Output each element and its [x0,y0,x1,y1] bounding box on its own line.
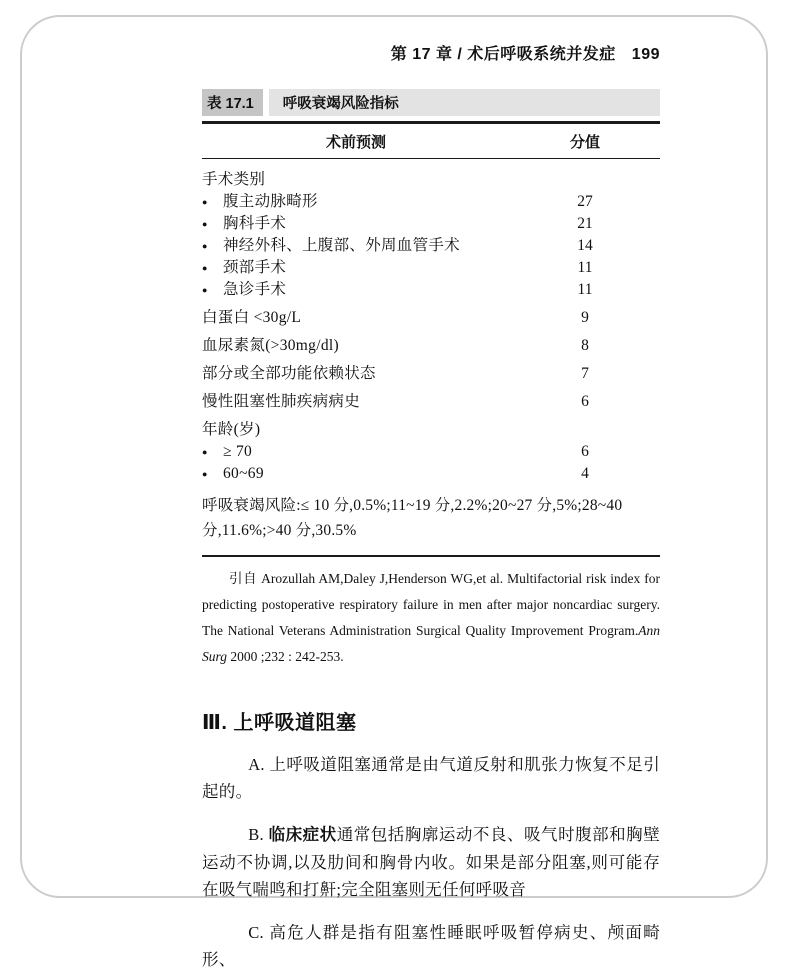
bullet-icon: ● [202,241,208,251]
section-heading: Ⅲ. 上呼吸道阻塞 [202,712,357,734]
table-row [202,307,660,329]
row-label: 胸科手术 [223,215,287,232]
bullet-icon: ● [202,197,208,207]
row-value: 4 [581,465,589,482]
bullet-icon: ● [202,447,208,457]
row-label: 腹主动脉畸形 [223,193,318,210]
table-risk-note: 呼吸衰竭风险:≤ 10 分,0.5%;11~19 分,2.2%;20~27 分,5%;28~40 分,11.6%;>40 分,30.5% [202,497,623,539]
paragraph-b-term: 临床症状 [268,826,337,844]
row-label: ≥ 70 [223,443,253,460]
column-header-predictor: 术前预测 [325,133,386,151]
row-label: 急诊手术 [223,281,287,298]
paragraph-b-prefix: B. [248,825,269,844]
table-row [202,363,660,385]
page-content [202,45,660,973]
risk-table [202,89,660,557]
table-row [202,235,660,257]
table-header-row [202,124,660,158]
citation-text: 引自 Arozullah AM,Daley J,Henderson WG,et al. Multifactorial risk index for predicting postoperative respiratory failure in men after major noncardiac surgery. The National Veterans Administration Surgical Quality Improvement Program. [202,571,660,638]
row-value: 6 [581,393,589,410]
table-row [202,169,660,191]
table-row [202,419,660,441]
table-bottom-rule [202,555,660,557]
table-row [202,463,660,485]
row-label: 慢性阻塞性肺疾病病史 [202,393,361,410]
row-label: 60~69 [223,465,264,482]
chapter-title: 第 17 章 / 术后呼吸系统并发症 [390,46,616,63]
table-row [202,279,660,301]
column-header-score: 分值 [569,133,600,151]
paragraph-b [202,821,660,903]
table-row [202,191,660,213]
table-source-citation [202,566,660,670]
table-row [202,391,660,413]
table-row [202,335,660,357]
row-label: 颈部手术 [223,259,287,276]
page-number: 199 [631,46,660,63]
row-label: 手术类别 [202,171,266,188]
row-value: 21 [577,215,593,232]
citation-journal: Ann Surg [202,623,660,664]
row-value: 9 [581,309,589,326]
table-body [202,159,660,555]
row-value: 6 [581,443,589,460]
table-caption-label: 表 17.1 [202,89,263,116]
row-value: 11 [577,259,593,276]
bullet-icon: ● [202,219,208,229]
table-row [202,441,660,463]
row-value: 7 [581,365,589,382]
table-caption-title: 呼吸衰竭风险指标 [269,89,660,116]
paragraph-a: A. 上呼吸道阻塞通常是由气道反射和肌张力恢复不足引起的。 [202,755,660,801]
citation-tail: 2000 ;232 : 242-253. [227,649,344,664]
row-value: 27 [577,193,593,210]
book-page [20,15,768,969]
row-label: 年龄(岁) [202,421,261,438]
row-value: 8 [581,337,589,354]
row-label: 神经外科、上腹部、外周血管手术 [223,237,461,254]
running-head [202,45,660,65]
paragraph-b-rest: 通常包括胸廓运动不良、吸气时腹部和胸壁运动不协调,以及肋间和胸骨内收。如果是部分阻塞,则可能存在吸气喘鸣和打鼾;完全阻塞则无任何呼吸音 [202,825,661,899]
row-value: 11 [577,281,593,298]
table-row [202,257,660,279]
bullet-icon: ● [202,469,208,479]
paragraph-c: C. 高危人群是指有阻塞性睡眠呼吸暂停病史、颅面畸形、 [202,923,660,969]
row-label: 部分或全部功能依赖状态 [202,365,376,382]
bullet-icon: ● [202,285,208,295]
row-label: 血尿素氮(>30mg/dl) [202,337,339,354]
row-value: 14 [577,237,593,254]
row-label: 白蛋白 <30g/L [202,309,302,326]
table-caption-bar [202,89,660,116]
table-row [202,213,660,235]
bullet-icon: ● [202,263,208,273]
